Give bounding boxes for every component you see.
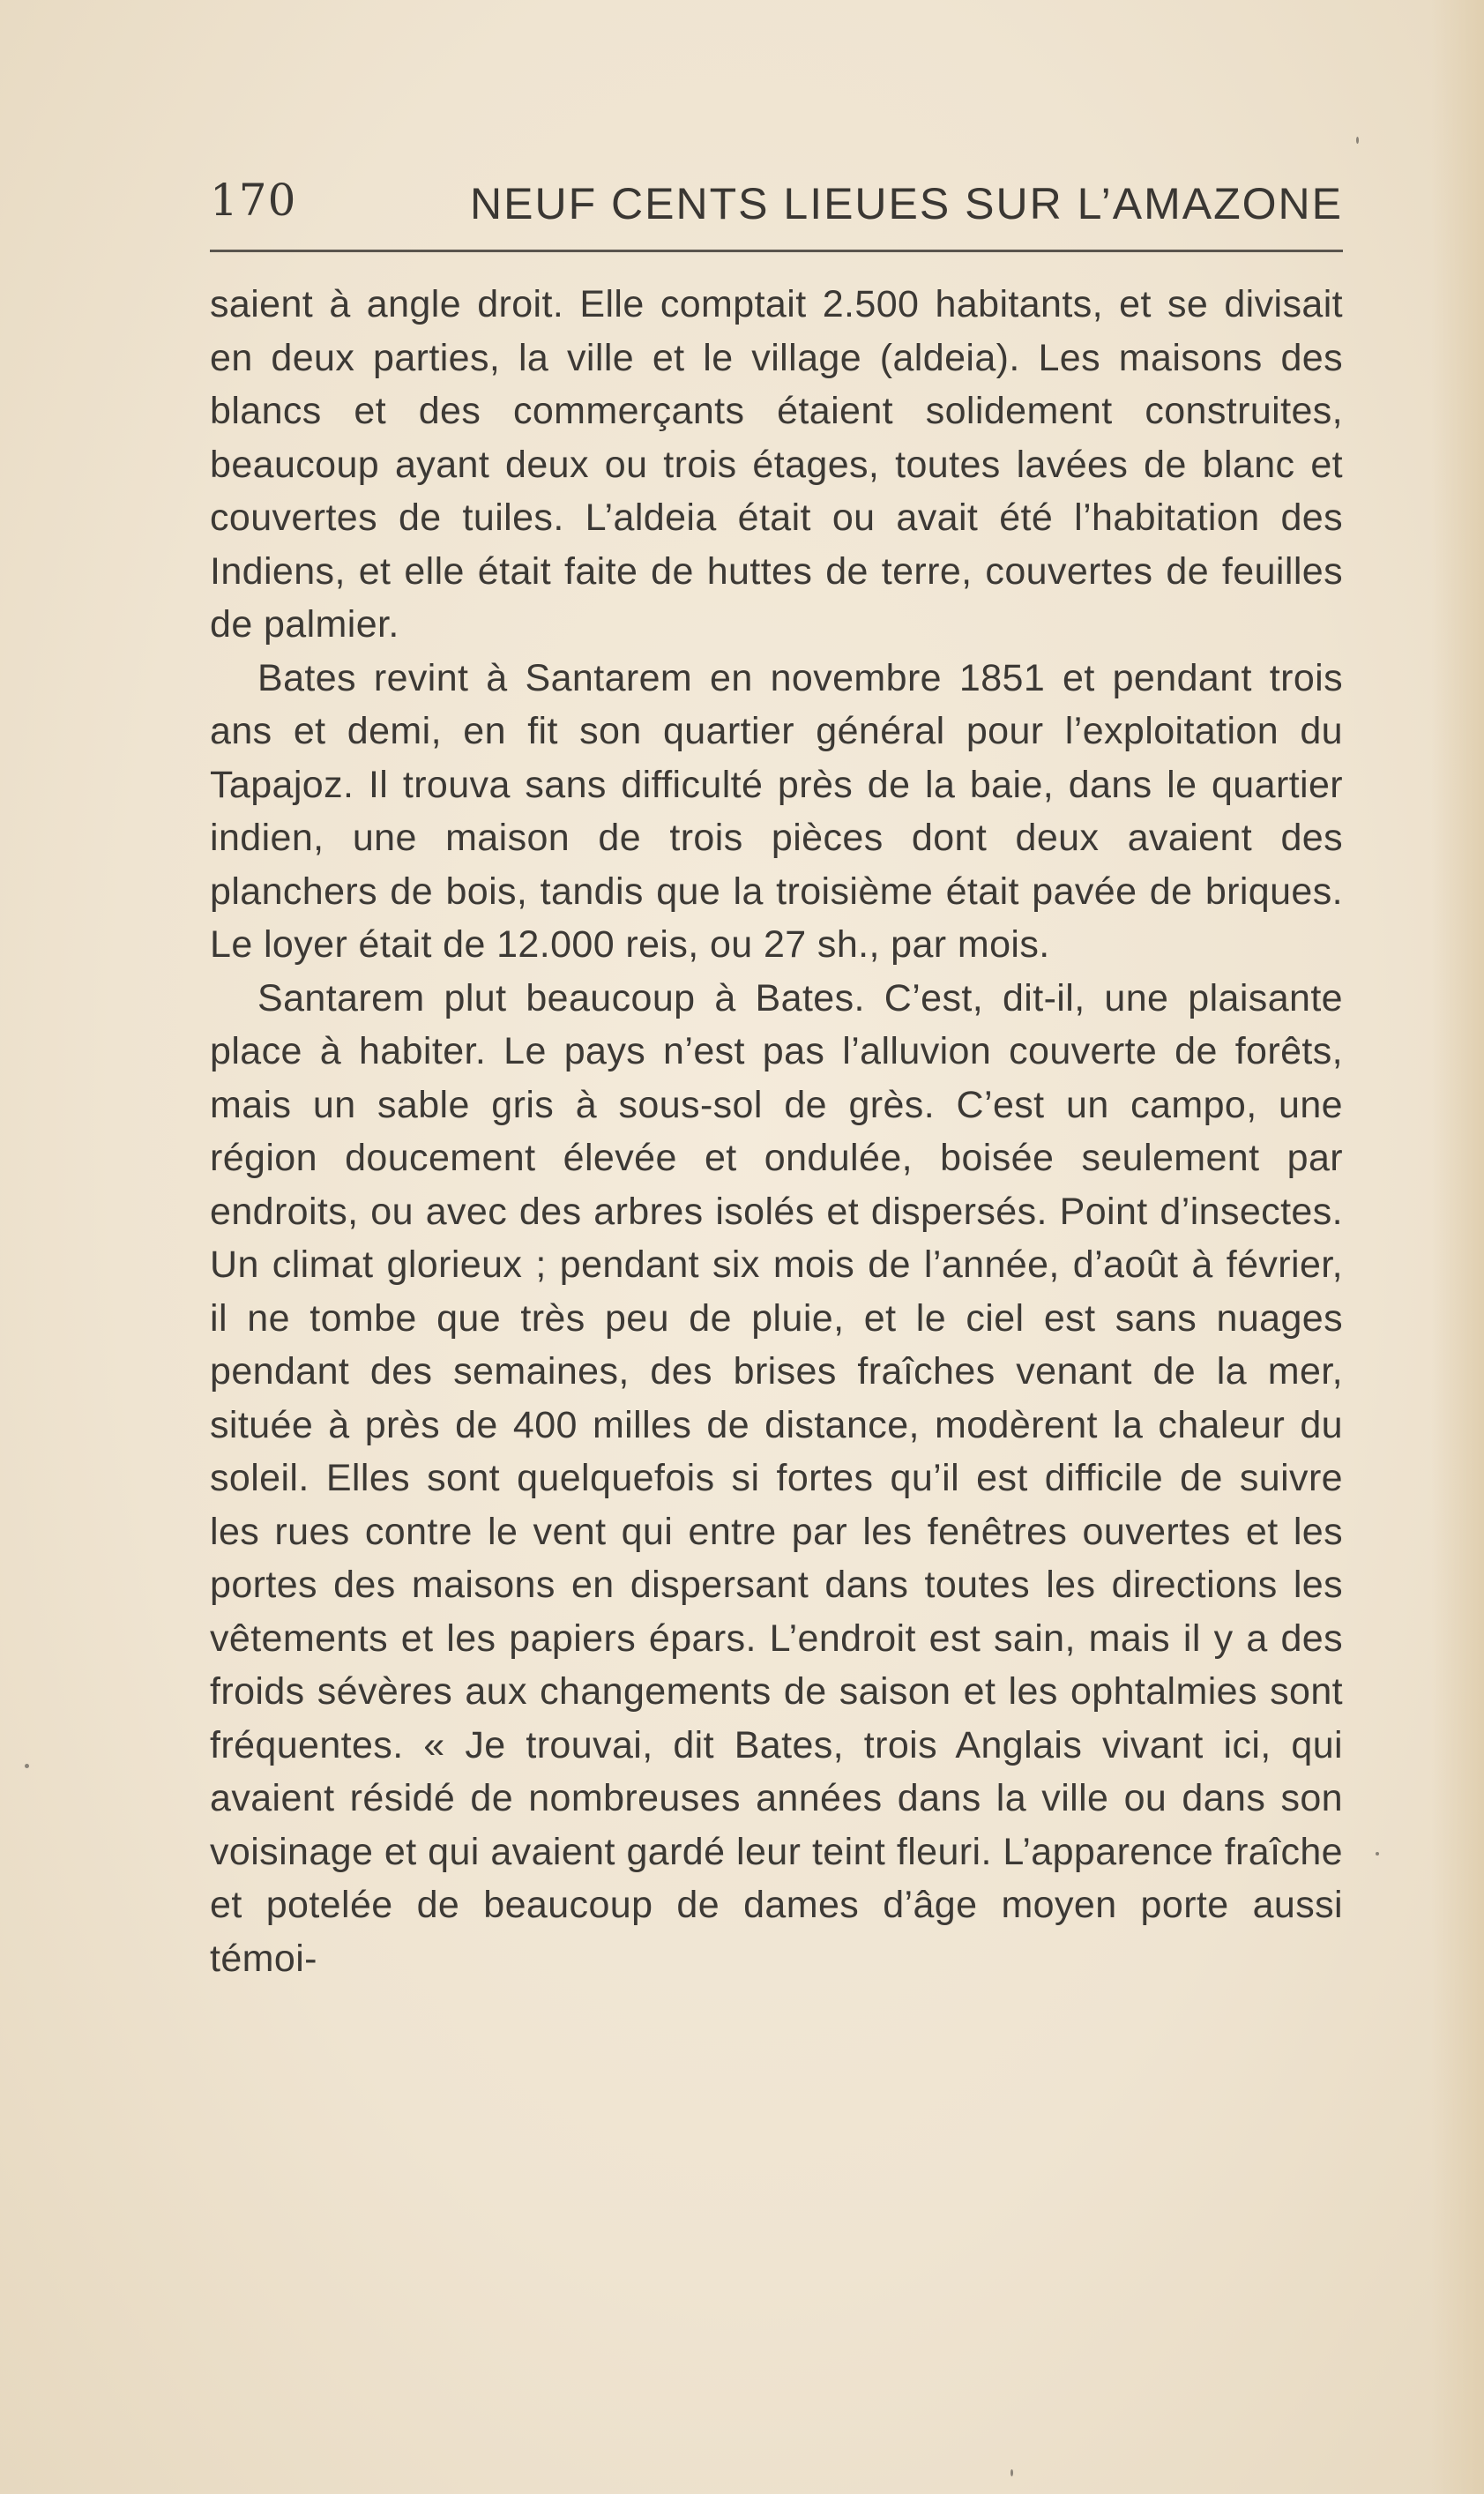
body-text xyxy=(210,278,1343,1985)
paper-speck xyxy=(1010,2469,1013,2476)
paper-speck xyxy=(1356,137,1359,144)
running-title: NEUF CENTS LIEUES SUR L’AMAZONE xyxy=(470,179,1343,228)
paragraph-1: saient à angle droit. Elle comptait 2.500 habitants, et se divisait en deux parties, la ville et le village (aldeia). Les maisons des blancs et des commerçants étaient solidement construites, beaucoup ayant deux ou trois étages, toutes lavées de blanc et couvertes de tuiles. L’aldeia était ou avait été l’habitation des Indiens, et elle était faite de huttes de terre, couvertes de feuilles de palmier. xyxy=(210,283,1343,646)
page-header xyxy=(210,168,1343,251)
header-rule xyxy=(210,250,1343,252)
page-edge-shadow xyxy=(1431,0,1484,2494)
paper-speck xyxy=(1376,1852,1379,1856)
page-number: 170 xyxy=(210,175,297,226)
paper-speck xyxy=(25,1764,29,1768)
paragraph-3: Santarem plut beaucoup à Bates. C’est, dit-il, une plaisante place à habiter. Le pays n’est pas l’alluvion couverte de forêts, mais un sable gris à sous-sol de grès. C’est un campo, une région doucement élevée et ondulée, boisée seulement par endroits, ou avec des arbres isolés et dispersés. Point d’insectes. Un climat glorieux ; pendant six mois de l’année, d’août à février, il ne tombe que très peu de pluie, et le ciel est sans nuages pendant des semaines, des brises fraîches venant de la mer, située à près de 400 milles de distance, modèrent la chaleur du soleil. Elles sont quelquefois si fortes qu’il est difficile de suivre les rues contre le vent qui entre par les fenêtres ouvertes et les portes des maisons en dispersant dans toutes les directions les vêtements et les papiers épars. L’endroit est sain, mais il y a des froids sévères aux changements de saison et les ophtalmies sont fréquentes. « Je trouvai, dit Bates, trois Anglais vivant ici, qui avaient résidé de nombreuses années dans la ville ou dans son voisinage et qui avaient gardé leur teint fleuri. L’apparence fraîche et potelée de beaucoup de dames d’âge moyen porte aussi témoi- xyxy=(210,976,1343,1980)
paragraph-2: Bates revint à Santarem en novembre 1851 et pendant trois ans et demi, en fit son quartier général pour l’exploitation du Tapajoz. Il trouva sans difficulté près de la baie, dans le quartier indien, une maison de trois pièces dont deux avaient des planchers de bois, tandis que la troisième était pavée de briques. Le loyer était de 12.000 reis, ou 27 sh., par mois. xyxy=(210,656,1343,966)
